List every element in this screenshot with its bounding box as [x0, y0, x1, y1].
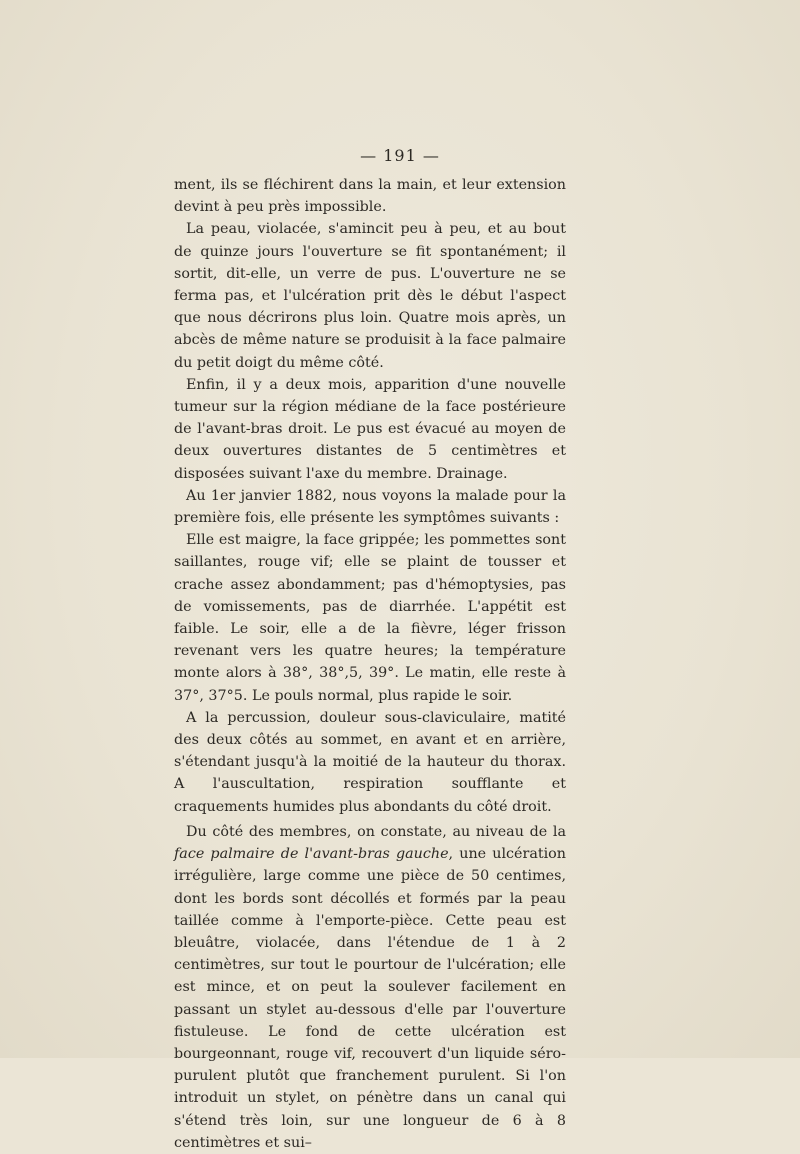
paragraph-7-italic: face palmaire de l'avant-bras gauche [174, 846, 449, 863]
paragraph-2: La peau, violacée, s'amincit peu à peu, et au bout de quinze jours l'ouverture se fit spontanément; il sortit, dit-elle, un verre de pus. L'ouverture ne se ferma pas, et l'ulcération prit dès le début l'aspect que nous décrirons plus loin. Quatre mois après, un abcès de même nature se produisit à la face palmaire du petit doigt du même côté. [174, 221, 566, 371]
paragraph-4: Au 1er janvier 1882, nous voyons la malade pour la première fois, elle présente les symptômes suivants : [174, 487, 566, 527]
paragraph-7-start: Du côté des membres, on constate, au niveau de la [186, 823, 566, 840]
paragraph-1: ment, ils se fléchirent dans la main, et leur extension devint à peu près impossible. [174, 177, 566, 216]
paragraph-7-end: , une ulcération irrégulière, large comme une pièce de 50 centimes, dont les bords sont décollés et formés par la peau taillée comme à l'emporte-pièce. Cette peau est bleuâtre, violacée, dans l'étendue de 1 à 2 centimètres, sur tout le pourtour de l'ulcération; elle est mince, et on peut la soulever facilement en passant un stylet au-dessous d'elle par l'ouverture fistuleuse. Le fond de cette ulcération est bourgeonnant, rouge vif, recouvert d'un liquide séro-purulent plutôt que franchement purulent. Si l'on introduit un stylet, on pénètre dans un canal qui s'étend très loin, sur une longueur de 6 à 8 centimètres et sui– [174, 846, 566, 1151]
page-number: — 191 — [360, 146, 440, 165]
body-text [174, 174, 566, 1154]
paragraph-6: A la percussion, douleur sous-claviculaire, matité des deux côtés au sommet, en avant et en arrière, s'étendant jusqu'à la moitié de la hauteur du thorax. A l'auscultation, respiration soufflante et craquements humides plus abondants du côté droit. [174, 709, 566, 815]
paragraph-3: Enfin, il y a deux mois, apparition d'une nouvelle tumeur sur la région médiane de la face postérieure de l'avant-bras droit. Le pus est évacué au moyen de deux ouvertures distantes de 5 centimètres et disposées suivant l'axe du membre. Drainage. [174, 376, 566, 482]
paragraph-7 [174, 821, 566, 1154]
paragraph-5: Elle est maigre, la face grippée; les pommettes sont saillantes, rouge vif; elle se plaint de tousser et crache assez abondamment; pas d'hémoptysies, pas de vomissements, pas de diarrhée. L'appétit est faible. Le soir, elle a de la fièvre, léger frisson revenant vers les quatre heures; la température monte alors à 38°, 38°,5, 39°. Le matin, elle reste à 37°, 37°5. Le pouls normal, plus rapide le soir. [174, 532, 566, 704]
